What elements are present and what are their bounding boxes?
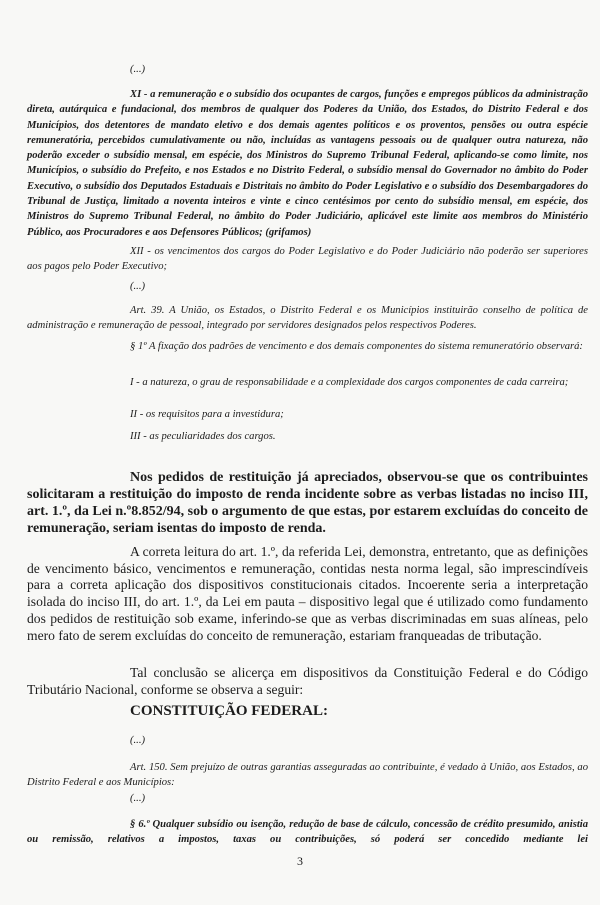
ellipsis-marker: (...) <box>130 281 146 292</box>
ellipsis-marker: (...) <box>130 793 146 804</box>
quote-inciso-xii: XII - os vencimentos dos cargos do Poder Legislativo e do Poder Judiciário não poderão ser superiores aos pagos pelo Poder Executivo; <box>27 246 588 273</box>
paragraph-restitution-requests: Nos pedidos de restituição já apreciados, observou-se que os contribuintes solicitaram a restituição do imposto de renda incidente sobre as verbas listadas no inciso III, art. 1.º, da Lei n.º8.852/94, sob o argumento de que estas, por estarem excluídas do conceito de remuneração, seriam isentas do imposto de renda. <box>27 470 588 536</box>
quote-art-150-paragraph-6: § 6.º Qualquer subsídio ou isenção, redução de base de cálculo, concessão de crédito presumido, anistia ou remissão, relativos a impostos, taxas ou contribuições, só poderá ser concedido mediante lei <box>27 819 588 846</box>
paragraph-conclusion: Tal conclusão se alicerça em dispositivos da Constituição Federal e do Código Tributário Nacional, conforme se observa a seguir: <box>27 665 588 697</box>
ellipsis-marker: (...) <box>130 735 146 746</box>
ellipsis-marker: (...) <box>130 64 146 75</box>
quote-art-39-item-iii: III - as peculiaridades dos cargos. <box>130 431 276 442</box>
paragraph-correct-reading: A correta leitura do art. 1.º, da referida Lei, demonstra, entretanto, que as definições de vencimento básico, vencimentos e remuneração, contidas nesta norma legal, são imprescindíveis para a correta aplicação dos dispositivos constitucionais citados. Incoerente seria a interpretação isolada do inciso III, do art. 1.º, da Lei em pauta – dispositivo legal que é utilizado como fundamento dos pedidos de restituição sob exame, inferindo-se que as verbas discriminadas em suas alíneas, pelo mero fato de serem excluídas do conceito de remuneração, estariam franqueadas de tributação. <box>27 544 588 643</box>
page-number: 3 <box>297 854 303 868</box>
quote-art-150: Art. 150. Sem prejuízo de outras garantias asseguradas ao contribuinte, é vedado à União, aos Estados, ao Distrito Federal e aos Municípios: <box>27 762 588 789</box>
quote-art-39: Art. 39. A União, os Estados, o Distrito Federal e os Municípios instituirão conselho de política de administração e remuneração de pessoal, integrado por servidores designados pelos respectivos Poderes. <box>27 305 588 332</box>
quote-inciso-xi: XI - a remuneração e o subsídio dos ocupantes de cargos, funções e empregos públicos da administração direta, autárquica e fundacional, dos membros de qualquer dos Poderes da União, dos Estados, do Distrito Federal e dos Municípios, dos detentores de mandato eletivo e dos demais agentes políticos e os proventos, pensões ou outra espécie remuneratória, percebidos cumulativamente ou não, incluídas as vantagens pessoais ou de qualquer outra natureza, não poderão exceder o subsídio mensal, em espécie, dos Ministros do Supremo Tribunal Federal, aplicando-se como limite, nos Municípios, o subsídio do Prefeito, e nos Estados e no Distrito Federal, o subsídio mensal do Governador no âmbito do Poder Executivo, o subsídio dos Deputados Estaduais e Distritais no âmbito do Poder Legislativo e o subsídio dos Desembargadores do Tribunal de Justiça, limitado a noventa inteiros e vinte e cinco centésimos por cento do subsídio mensal, em espécie, dos Ministros do Supremo Tribunal Federal, no âmbito do Poder Judiciário, aplicável este limite aos membros do Ministério Público, aos Procuradores e aos Defensores Públicos; (grifamos) <box>27 89 588 238</box>
section-heading-constituicao-federal: CONSTITUIÇÃO FEDERAL: <box>130 703 328 719</box>
quote-art-39-paragraph-1: § 1º A fixação dos padrões de vencimento e dos demais componentes do sistema remuneratório observará: <box>130 341 583 352</box>
quote-art-39-item-ii: II - os requisitos para a investidura; <box>130 409 284 420</box>
quote-art-39-item-i: I - a natureza, o grau de responsabilidade e a complexidade dos cargos componentes de cada carreira; <box>130 377 569 388</box>
